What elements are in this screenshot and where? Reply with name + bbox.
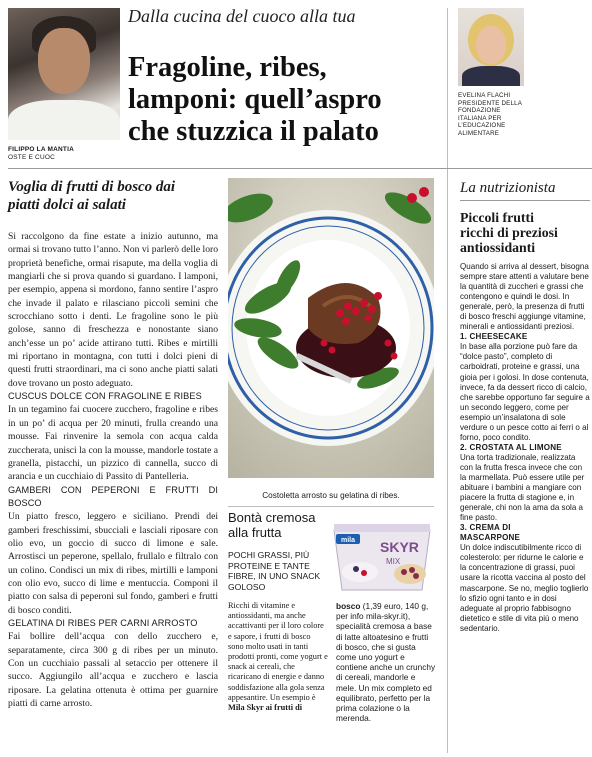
box-text: Ricchi di vitamine e antiossidanti, ma anche accattivanti per il loro colore e sapore, i frutti di bosco sono molto usati in tanti prodotti pronti, come yogurt e snack ai cereali, che ricaricano di energie e danno soddisfazione alla gola senza appesantire. Un esempio è bbox=[228, 601, 328, 702]
nutritionist-intro: Quando si arriva al dessert, bisogna sempre stare attenti a valutare bene la quantità di zuccheri e grassi che contengono e quindi le dosi. In generale, però, la presenza di frutti di bosco freschi aggiunge vitamine, minerali e antiossidanti preziosi. bbox=[460, 262, 589, 332]
subtitle-line: Voglia di frutti di bosco dai bbox=[8, 179, 176, 195]
header-rule bbox=[8, 168, 592, 169]
tip-heading: 3. CREMA DI bbox=[460, 523, 511, 533]
expert-role-line: PRESIDENTE DELLA bbox=[458, 99, 523, 107]
expert-photo bbox=[458, 8, 524, 86]
chef-photo bbox=[8, 8, 120, 140]
chef-caption bbox=[8, 146, 74, 162]
food-photo bbox=[228, 178, 434, 478]
expert-caption bbox=[458, 92, 588, 138]
chef-role: OSTE E CUOC bbox=[8, 154, 55, 161]
section-kicker: Dalla cucina del cuoco alla tua bbox=[128, 6, 356, 26]
tip-text: Un dolce indiscutibilmente ricco di colesterolo: per ridurne le calorie e la concentrazione di grassi, puoi usare la ricotta vaccina al posto del mascarpone. Se no, meglio toglierlo lo sfizio ogni tanto e in dosi adeguate al proprio fabbisogno dietetico e stile di vita più o meno sedentario. bbox=[460, 543, 589, 633]
headline-line: che stuzzica il palato bbox=[128, 116, 379, 147]
nutritionist-label: La nutrizionista bbox=[460, 180, 556, 196]
product-brand: mila bbox=[340, 537, 356, 544]
box-title-line: alla frutta bbox=[228, 525, 282, 540]
tip-text: In base alla porzione può fare da “dolce pasto”, completo di carboidrati, proteine e grassi, una gioia per i golosi. In dose contenuta, invece, fa da dessert ricco di calcio, che sarebbe opportuno far seguire a un secondo leggero, come per esempio un’insalatona di sole verdure o un pesce cotto ai ferri o al forno, poco condito. bbox=[460, 342, 590, 442]
page-headline bbox=[128, 52, 428, 148]
left-article-body bbox=[8, 230, 218, 710]
recipe-heading: GAMBERI CON PEPERONI E FRUTTI DI BOSCO bbox=[8, 484, 218, 508]
recipe-text: Fai bollire dell’acqua con dello zucchero e, separatamente, circa 300 g di ribes per un minuto. Con un cucchiaio passali al setaccio per ottenere il succo. Aggiungilo all’acqua e zucchero e lascia riposare. La gelatina ottenuta è ottima per guarnire piatti di carne arrosto. bbox=[8, 631, 218, 710]
expert-role-line: ALIMENTARE bbox=[458, 129, 500, 137]
tip-heading: 1. CHEESECAKE bbox=[460, 332, 528, 342]
box-text-col-b bbox=[336, 601, 436, 723]
photo-caption: Costoletta arrosto su gelatina di ribes. bbox=[262, 491, 400, 500]
box-text: (1,39 euro, 140 g, per info mila-skyr.it), specialità cremosa a base di latte altoatesino e frutti di bosco, che si gusta come uno yogurt e contiene anche un crunchy di cereali, mandorle e mele. Un mix completo ed equilibrato, perfetto per la prima colazione o la merenda. bbox=[336, 601, 436, 724]
box-rule bbox=[228, 506, 434, 507]
nutritionist-title-line: Piccoli frutti bbox=[460, 210, 534, 225]
expert-role-line: ITALIANA PER bbox=[458, 114, 502, 122]
recipe-heading: GELATINA DI RIBES PER CARNI ARROSTO bbox=[8, 617, 198, 628]
box-title bbox=[228, 510, 328, 540]
nutritionist-title-line: antiossidanti bbox=[460, 240, 536, 255]
box-text-col-a bbox=[228, 601, 328, 713]
tip-heading: 2. CROSTATA AL LIMONE bbox=[460, 442, 562, 452]
chef-name: FILIPPO LA MANTIA bbox=[8, 146, 74, 153]
headline-line: Fragoline, ribes, bbox=[128, 52, 327, 83]
box-title-line: Bontà cremosa bbox=[228, 510, 316, 525]
column-divider bbox=[447, 8, 448, 753]
left-subtitle bbox=[8, 178, 218, 214]
nutritionist-body bbox=[460, 262, 590, 634]
product-mention: bosco bbox=[336, 601, 361, 611]
subtitle-line: piatti dolci ai salati bbox=[8, 197, 126, 213]
product-mention: Mila Skyr ai frutti di bbox=[228, 703, 303, 713]
recipe-text: In un tegamino fai cuocere zucchero, fragoline e ribes in un po’ di acqua per 20 minuti, frulla creando una mousse. Fai rinvenire la semola con acqua calda zuccherata, unisci la con la mousse, mandorle tostate a granella, pistacchi, un pizzico di cannella, succo di arancia e un cucchiaio di Passito di Pantelleria. bbox=[8, 404, 218, 483]
expert-role-line: FONDAZIONE bbox=[458, 107, 501, 115]
tip-heading: MASCARPONE bbox=[460, 533, 521, 543]
headline-line: lamponi: quell’aspro bbox=[128, 84, 382, 115]
product-sub: MIX bbox=[386, 557, 401, 566]
box-lead: POCHI GRASSI, PIÙ PROTEINE E TANTE FIBRE, IN UNO SNACK GOLOSO bbox=[228, 550, 321, 592]
product-name: SKYR bbox=[380, 539, 419, 555]
nutritionist-rule bbox=[460, 200, 590, 201]
expert-name: EVELINA FLACHI bbox=[458, 92, 511, 99]
nutritionist-title-line: ricchi di preziosi bbox=[460, 225, 558, 240]
nutritionist-title bbox=[460, 210, 592, 255]
yogurt-product-image bbox=[330, 512, 436, 594]
article-intro: Si raccolgono da fine estate a inizio autunno, ma ormai si trovano tutto l’anno. Non vi parlerò delle loro proprietà benefiche, ormai risapute, ma della voglia di mangiarli che si prova quando si guardano. I lamponi, per esempio, appena si mordono, fanno sentire l’aspro che invade il palato e rilasciano piccoli semini che scrocchiano sotto i denti. Le fragoline sono le più golose, sanno di freschezza e nonostante siano anch’esse un po’ acide attirano tutti. Ribes e mirtilli mi riportano in montagna, con tutti i dolci pieni di questi frutti straordinari, ma ci sono anche piatti salati dove trovano un posto adeguato. bbox=[8, 231, 218, 389]
recipe-text: Un piatto fresco, leggero e siciliano. Prendi dei gamberi freschissimi, sbucciali e lasciali riposare con olio evo, un goccio di succo di limone e sale. Arrostisci un peperone, spellalo, frullalo e filtralo con un colino. Condisci un mix di ribes, mirtilli e lamponi con olio evo, succo di lime e mentuccia. Componi il piatto con salsa di peperoni sul fondo, gamberi e frutti di bosco conditi. bbox=[8, 511, 218, 616]
expert-role-line: L’EDUCAZIONE bbox=[458, 122, 506, 130]
recipe-heading: CUSCUS DOLCE CON FRAGOLINE E RIBES bbox=[8, 391, 202, 402]
tip-text: Una torta tradizionale, realizzata con la frutta fresca invece che con la marmellata. Può essere utile per abituare i bambini a mangiare con piacere la frutta di stagione e, in generale, chi non la ama da sola a fine pasto. bbox=[460, 452, 585, 523]
